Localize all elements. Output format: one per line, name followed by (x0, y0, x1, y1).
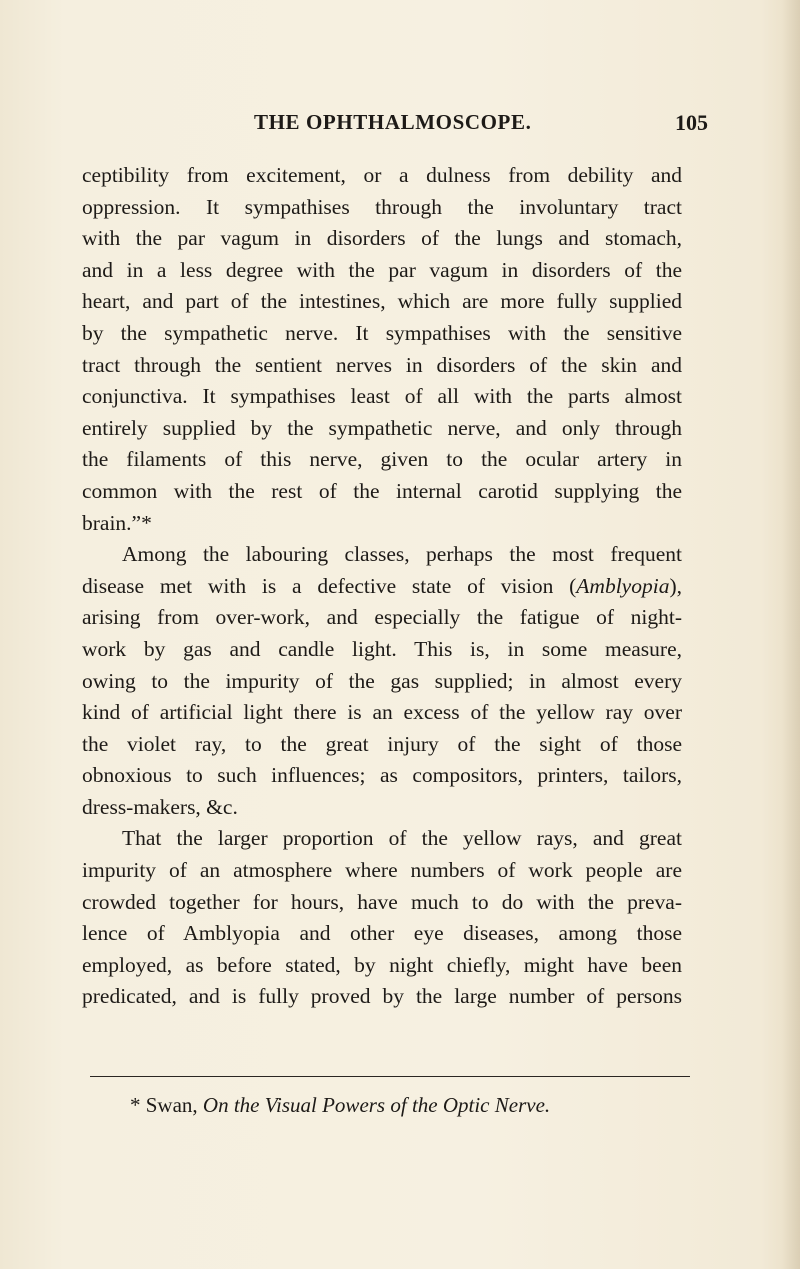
text-line: oppression. It sympathises through the involuntary tract (82, 194, 682, 219)
text-line: obnoxious to such influences; as compositors, printers, tailors, (82, 763, 682, 788)
running-head (90, 110, 708, 142)
body-text (82, 160, 682, 1013)
text-line: brain.”* (82, 510, 152, 535)
text-line: entirely supplied by the sympathetic nerve, and only through (82, 415, 682, 440)
text-line: dress-makers, &c. (82, 794, 238, 819)
text-segment: disease met with is a defective state of vision ( (82, 573, 577, 598)
text-line: work by gas and candle light. This is, in some measure, (82, 636, 682, 661)
footnote-title: On the Visual Powers of the Optic Nerve. (202, 1093, 551, 1117)
text-line: lence of Amblyopia and other eye diseases, among those (82, 921, 682, 946)
footnote-marker: * (130, 1093, 141, 1117)
text-line-with-italic (82, 571, 682, 603)
footnote-divider (90, 1076, 690, 1077)
text-line: tract through the sentient nerves in disorders of the skin and (82, 352, 682, 377)
text-line: arising from over-work, and especially the fatigue of night- (82, 605, 682, 630)
page-number: 105 (675, 110, 708, 135)
running-title: THE OPHTHALMOSCOPE. (254, 110, 532, 134)
text-line: crowded together for hours, have much to do with the preva- (82, 889, 682, 914)
text-line: the filaments of this nerve, given to the ocular artery in (82, 447, 682, 472)
text-line: That the larger proportion of the yellow rays, and great (122, 826, 682, 851)
text-line: by the sympathetic nerve. It sympathises with the sensitive (82, 320, 682, 345)
text-line: employed, as before stated, by night chiefly, might have been (82, 952, 682, 977)
text-line: and in a less degree with the par vagum in disorders of the (82, 257, 682, 282)
text-line: common with the rest of the internal carotid supplying the (82, 478, 682, 503)
text-line: kind of artificial light there is an excess of the yellow ray over (82, 700, 682, 725)
italic-term: Amblyopia (576, 573, 670, 598)
text-line: ceptibility from excitement, or a dulness from debility and (82, 163, 682, 187)
footnote-author: Swan, (145, 1093, 198, 1117)
text-line: the violet ray, to the great injury of the sight of those (82, 731, 682, 756)
text-line: impurity of an atmosphere where numbers of work people are (82, 858, 682, 883)
text-line: owing to the impurity of the gas supplied; in almost every (82, 668, 682, 693)
text-line: conjunctiva. It sympathises least of all with the parts almost (82, 384, 682, 409)
text-line: heart, and part of the intestines, which are more fully supplied (82, 289, 682, 314)
text-segment: ), (669, 573, 682, 598)
text-line: with the par vagum in disorders of the lungs and stomach, (82, 226, 682, 251)
footnote (130, 1090, 690, 1120)
text-line: Among the labouring classes, perhaps the most frequent (122, 542, 682, 567)
text-line: predicated, and is fully proved by the large number of persons (82, 984, 682, 1009)
page-edge-shadow (782, 0, 800, 1269)
